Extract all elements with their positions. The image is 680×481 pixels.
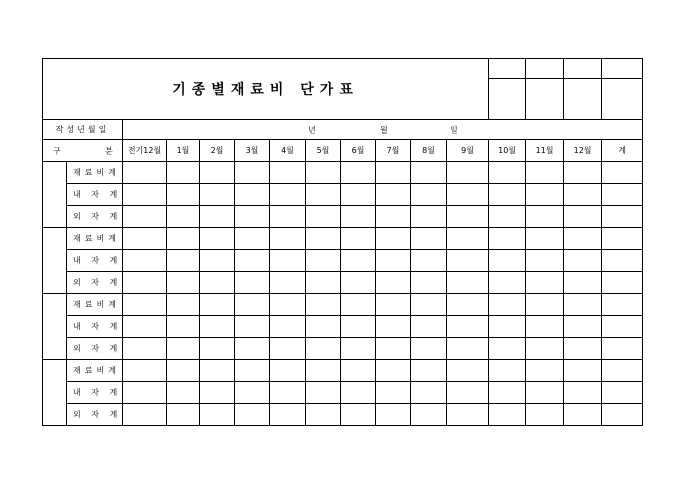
category-header [43, 140, 123, 162]
value-cell[interactable] [341, 184, 376, 206]
value-cell[interactable] [200, 338, 235, 360]
value-cell[interactable] [564, 250, 602, 272]
value-cell[interactable] [235, 184, 270, 206]
column-header: 전기12월 [123, 140, 167, 162]
column-header: 2월 [200, 140, 235, 162]
value-cell[interactable] [602, 184, 643, 206]
value-cell[interactable] [526, 272, 564, 294]
column-header: 7월 [376, 140, 411, 162]
value-cell[interactable] [447, 294, 489, 316]
value-cell[interactable] [235, 162, 270, 184]
value-cell[interactable] [200, 206, 235, 228]
value-cell[interactable] [526, 338, 564, 360]
value-cell[interactable] [602, 338, 643, 360]
value-cell[interactable] [447, 162, 489, 184]
value-cell[interactable] [200, 294, 235, 316]
value-cell[interactable] [602, 294, 643, 316]
value-cell[interactable] [167, 382, 200, 404]
value-cell[interactable] [489, 360, 526, 382]
value-cell[interactable] [167, 316, 200, 338]
value-cell[interactable] [167, 338, 200, 360]
value-cell[interactable] [341, 250, 376, 272]
value-cell[interactable] [306, 316, 341, 338]
value-cell[interactable] [200, 184, 235, 206]
value-cell[interactable] [270, 316, 306, 338]
value-cell[interactable] [306, 382, 341, 404]
column-header: 5월 [306, 140, 341, 162]
date-month-label: 월 [380, 125, 388, 134]
value-cell[interactable] [376, 250, 411, 272]
value-cell[interactable] [270, 162, 306, 184]
value-cell[interactable] [447, 184, 489, 206]
value-cell[interactable] [526, 206, 564, 228]
value-cell[interactable] [341, 316, 376, 338]
value-cell[interactable] [526, 404, 564, 426]
value-cell[interactable] [235, 360, 270, 382]
value-cell[interactable] [235, 272, 270, 294]
category-header-second: 분 [105, 146, 113, 155]
approval-box-header[interactable] [526, 59, 564, 79]
row-label: 재료비계 [67, 360, 123, 382]
value-cell[interactable] [270, 228, 306, 250]
value-cell[interactable] [411, 294, 447, 316]
value-cell[interactable] [489, 338, 526, 360]
value-cell[interactable] [526, 228, 564, 250]
value-cell[interactable] [167, 360, 200, 382]
date-field[interactable] [123, 120, 643, 140]
value-cell[interactable] [235, 404, 270, 426]
date-label: 작성년월일 [43, 120, 123, 140]
model-cell[interactable] [43, 360, 67, 426]
value-cell[interactable] [306, 206, 341, 228]
value-cell[interactable] [123, 404, 167, 426]
value-cell[interactable] [411, 184, 447, 206]
form-title [43, 59, 489, 120]
value-cell[interactable] [200, 228, 235, 250]
value-cell[interactable] [447, 316, 489, 338]
model-cell[interactable] [43, 294, 67, 360]
value-cell[interactable] [235, 338, 270, 360]
column-header: 12월 [564, 140, 602, 162]
value-cell[interactable] [200, 250, 235, 272]
row-label: 외 자 계 [67, 272, 123, 294]
value-cell[interactable] [341, 338, 376, 360]
value-cell[interactable] [306, 162, 341, 184]
value-cell[interactable] [270, 360, 306, 382]
value-cell[interactable] [341, 360, 376, 382]
value-cell[interactable] [341, 294, 376, 316]
value-cell[interactable] [526, 162, 564, 184]
value-cell[interactable] [235, 294, 270, 316]
row-label: 내 자 계 [67, 184, 123, 206]
value-cell[interactable] [167, 206, 200, 228]
approval-box-sign[interactable] [564, 79, 602, 120]
row-label: 외 자 계 [67, 206, 123, 228]
approval-box-header[interactable] [564, 59, 602, 79]
value-cell[interactable] [411, 316, 447, 338]
column-header: 계 [602, 140, 643, 162]
value-cell[interactable] [306, 250, 341, 272]
value-cell[interactable] [489, 162, 526, 184]
value-cell[interactable] [526, 184, 564, 206]
value-cell[interactable] [564, 360, 602, 382]
row-label: 재료비계 [67, 294, 123, 316]
value-cell[interactable] [447, 228, 489, 250]
value-cell[interactable] [564, 294, 602, 316]
value-cell[interactable] [270, 404, 306, 426]
model-cell[interactable] [43, 228, 67, 294]
value-cell[interactable] [447, 250, 489, 272]
form-title-text: 기종별재료비 단가표 [172, 82, 359, 98]
value-cell[interactable] [564, 228, 602, 250]
value-cell[interactable] [167, 294, 200, 316]
value-cell[interactable] [341, 272, 376, 294]
column-header: 11월 [526, 140, 564, 162]
value-cell[interactable] [270, 206, 306, 228]
value-cell[interactable] [602, 360, 643, 382]
value-cell[interactable] [123, 184, 167, 206]
value-cell[interactable] [123, 272, 167, 294]
value-cell[interactable] [376, 228, 411, 250]
value-cell[interactable] [306, 228, 341, 250]
category-header-first: 구 [53, 146, 61, 155]
value-cell[interactable] [411, 272, 447, 294]
form-table [42, 58, 643, 426]
value-cell[interactable] [447, 272, 489, 294]
value-cell[interactable] [564, 382, 602, 404]
date-year-label: 년 [308, 125, 316, 134]
value-cell[interactable] [341, 162, 376, 184]
value-cell[interactable] [306, 404, 341, 426]
value-cell[interactable] [411, 228, 447, 250]
column-header: 6월 [341, 140, 376, 162]
value-cell[interactable] [564, 162, 602, 184]
value-cell[interactable] [526, 316, 564, 338]
value-cell[interactable] [376, 338, 411, 360]
value-cell[interactable] [526, 250, 564, 272]
row-label: 재료비계 [67, 162, 123, 184]
unit-cost-form [42, 58, 637, 426]
value-cell[interactable] [167, 272, 200, 294]
value-cell[interactable] [564, 272, 602, 294]
value-cell[interactable] [564, 404, 602, 426]
value-cell[interactable] [376, 206, 411, 228]
value-cell[interactable] [123, 228, 167, 250]
value-cell[interactable] [167, 162, 200, 184]
value-cell[interactable] [489, 250, 526, 272]
value-cell[interactable] [123, 338, 167, 360]
value-cell[interactable] [306, 184, 341, 206]
value-cell[interactable] [411, 206, 447, 228]
value-cell[interactable] [167, 404, 200, 426]
approval-box-header[interactable] [602, 59, 643, 79]
value-cell[interactable] [270, 382, 306, 404]
value-cell[interactable] [235, 250, 270, 272]
value-cell[interactable] [167, 250, 200, 272]
value-cell[interactable] [489, 184, 526, 206]
value-cell[interactable] [200, 272, 235, 294]
value-cell[interactable] [235, 206, 270, 228]
value-cell[interactable] [489, 294, 526, 316]
value-cell[interactable] [447, 360, 489, 382]
value-cell[interactable] [447, 382, 489, 404]
value-cell[interactable] [341, 382, 376, 404]
approval-box-sign[interactable] [526, 79, 564, 120]
value-cell[interactable] [270, 250, 306, 272]
column-header: 8월 [411, 140, 447, 162]
column-header: 10월 [489, 140, 526, 162]
value-cell[interactable] [564, 338, 602, 360]
value-cell[interactable] [167, 228, 200, 250]
value-cell[interactable] [564, 184, 602, 206]
value-cell[interactable] [376, 382, 411, 404]
value-cell[interactable] [411, 338, 447, 360]
row-label: 내 자 계 [67, 316, 123, 338]
value-cell[interactable] [602, 228, 643, 250]
value-cell[interactable] [200, 404, 235, 426]
row-label: 외 자 계 [67, 404, 123, 426]
value-cell[interactable] [123, 162, 167, 184]
value-cell[interactable] [200, 382, 235, 404]
value-cell[interactable] [602, 250, 643, 272]
approval-box-sign[interactable] [602, 79, 643, 120]
value-cell[interactable] [489, 404, 526, 426]
value-cell[interactable] [489, 382, 526, 404]
value-cell[interactable] [306, 272, 341, 294]
row-label: 내 자 계 [67, 382, 123, 404]
value-cell[interactable] [376, 404, 411, 426]
value-cell[interactable] [167, 184, 200, 206]
value-cell[interactable] [341, 404, 376, 426]
value-cell[interactable] [235, 228, 270, 250]
value-cell[interactable] [306, 360, 341, 382]
value-cell[interactable] [200, 162, 235, 184]
value-cell[interactable] [411, 250, 447, 272]
value-cell[interactable] [341, 228, 376, 250]
value-cell[interactable] [489, 228, 526, 250]
value-cell[interactable] [602, 206, 643, 228]
value-cell[interactable] [306, 294, 341, 316]
value-cell[interactable] [306, 338, 341, 360]
value-cell[interactable] [411, 382, 447, 404]
column-header: 4월 [270, 140, 306, 162]
value-cell[interactable] [376, 162, 411, 184]
value-cell[interactable] [489, 272, 526, 294]
value-cell[interactable] [602, 382, 643, 404]
date-day-label: 일 [450, 125, 458, 134]
value-cell[interactable] [200, 316, 235, 338]
value-cell[interactable] [376, 184, 411, 206]
value-cell[interactable] [602, 404, 643, 426]
value-cell[interactable] [270, 184, 306, 206]
approval-box-header[interactable] [489, 59, 526, 79]
row-label: 내 자 계 [67, 250, 123, 272]
value-cell[interactable] [270, 272, 306, 294]
value-cell[interactable] [564, 316, 602, 338]
value-cell[interactable] [526, 294, 564, 316]
value-cell[interactable] [447, 338, 489, 360]
value-cell[interactable] [602, 272, 643, 294]
value-cell[interactable] [123, 382, 167, 404]
value-cell[interactable] [123, 316, 167, 338]
value-cell[interactable] [123, 294, 167, 316]
value-cell[interactable] [376, 294, 411, 316]
value-cell[interactable] [526, 360, 564, 382]
value-cell[interactable] [489, 206, 526, 228]
value-cell[interactable] [341, 206, 376, 228]
approval-box-sign[interactable] [489, 79, 526, 120]
value-cell[interactable] [235, 316, 270, 338]
value-cell[interactable] [447, 404, 489, 426]
value-cell[interactable] [123, 206, 167, 228]
value-cell[interactable] [376, 360, 411, 382]
model-cell[interactable] [43, 162, 67, 228]
value-cell[interactable] [123, 360, 167, 382]
value-cell[interactable] [411, 360, 447, 382]
value-cell[interactable] [376, 272, 411, 294]
row-label: 재료비계 [67, 228, 123, 250]
value-cell[interactable] [602, 316, 643, 338]
value-cell[interactable] [235, 382, 270, 404]
value-cell[interactable] [376, 316, 411, 338]
value-cell[interactable] [200, 360, 235, 382]
value-cell[interactable] [602, 162, 643, 184]
value-cell[interactable] [411, 162, 447, 184]
column-header: 1월 [167, 140, 200, 162]
value-cell[interactable] [411, 404, 447, 426]
value-cell[interactable] [447, 206, 489, 228]
value-cell[interactable] [270, 338, 306, 360]
value-cell[interactable] [270, 294, 306, 316]
column-header: 9월 [447, 140, 489, 162]
value-cell[interactable] [489, 316, 526, 338]
value-cell[interactable] [564, 206, 602, 228]
value-cell[interactable] [526, 382, 564, 404]
value-cell[interactable] [123, 250, 167, 272]
row-label: 외 자 계 [67, 338, 123, 360]
column-header: 3월 [235, 140, 270, 162]
